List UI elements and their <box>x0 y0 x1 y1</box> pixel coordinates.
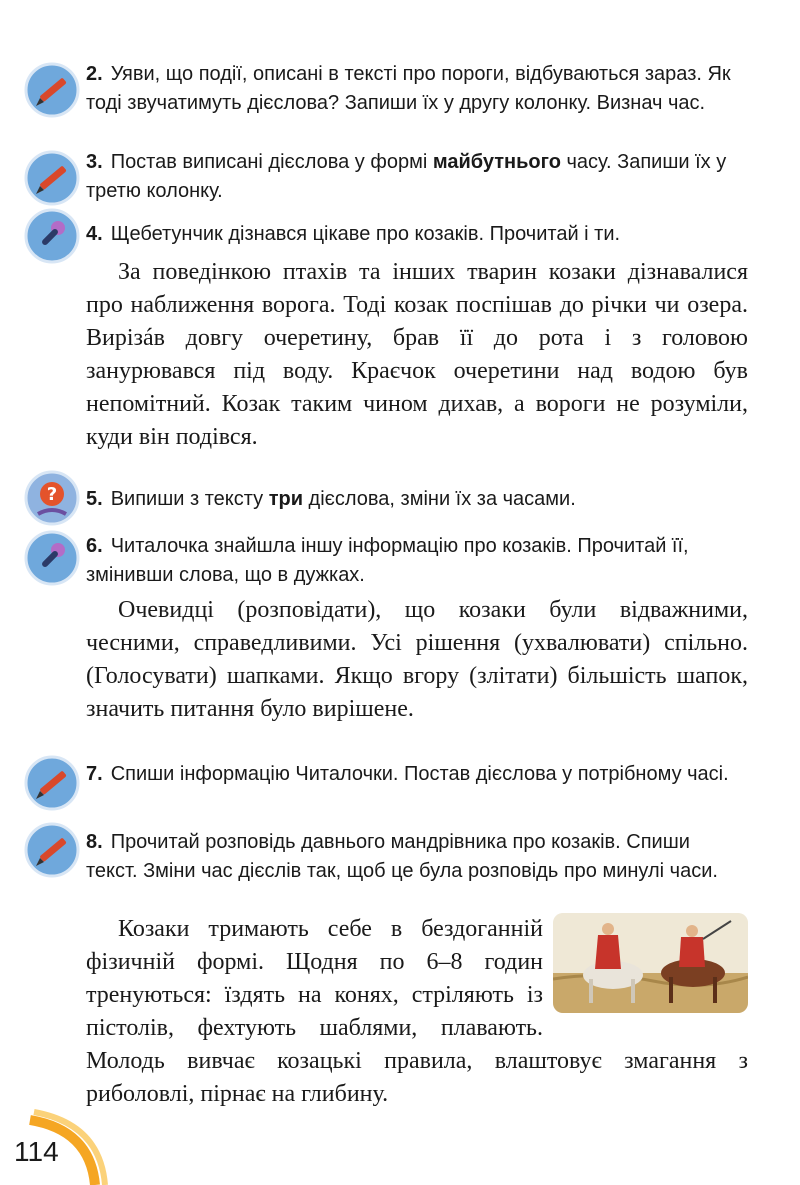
paragraph-chytalochka: Очевидці (розповідати), що козаки були відважними, чесними, справедливими. Усі рішення (ухвалювати) спільно. (Голосувати) шапками. Якщо вгору (злітати) більшість шапок, значить питання було вирішене. <box>86 597 748 722</box>
task-3: 3. Постав виписані дієслова у формі майбутнього часу. Запиши їх у третю колонку. <box>86 151 727 202</box>
illustration-spacer <box>543 913 748 1013</box>
paragraph-shchebetunchyk: За поведінкою птахів та інших тварин козаки дізнавалися про наближення ворога. Тоді козак поспішав до річки чи озера. Вирізáв довгу очеретину, брав її до рота і з головою занурювався під воду. Краєчок очеретини над водою був непомітний. Козак таким чином дихав, а вороги не розуміли, куди він подівся. <box>86 259 748 450</box>
task-7: 7. Спиши інформацію Читалочки. Постав дієслова у потрібному часі. <box>86 763 729 785</box>
task-4: 4. Щебетунчик дізнався цікаве про козаків. Прочитай і ти. <box>86 223 621 245</box>
task-8: 8. Прочитай розповідь давнього мандрівника про козаків. Спиши текст. Зміни час дієслів так, щоб це була розповідь про минулі часи. <box>86 831 718 882</box>
question-icon <box>24 470 80 526</box>
microphone-icon <box>24 208 80 264</box>
task-2: 2. Уяви, що події, описані в тексті про пороги, відбуваються зараз. Як тоді звучатимуть дієслова? Запиши їх у другу колонку. Визнач час. <box>86 63 731 114</box>
pen-icon <box>24 62 80 118</box>
paragraph-traveler: Козаки тримають себе в бездоганній фізичній формі. Щодня по 6–8 годин тренуються: їздять на конях, стріляють із пістолів, фехтують шаблями, плавають. Молодь вивчає козацькі правила, влаштовує змагання з риболовлі, пірнає на глибину. <box>86 913 748 1111</box>
svg-text:?: ? <box>46 484 58 505</box>
pen-icon <box>24 150 80 206</box>
task-5: 5. Випиши з тексту три дієслова, зміни їх за часами. <box>86 488 576 510</box>
microphone-icon <box>24 530 80 586</box>
page-number: 114 <box>14 1136 59 1167</box>
pen-icon <box>24 755 80 811</box>
pen-icon <box>24 822 80 878</box>
task-6: 6. Читалочка знайшла іншу інформацію про козаків. Прочитай її, змінивши слова, що в дужках. <box>86 535 689 586</box>
